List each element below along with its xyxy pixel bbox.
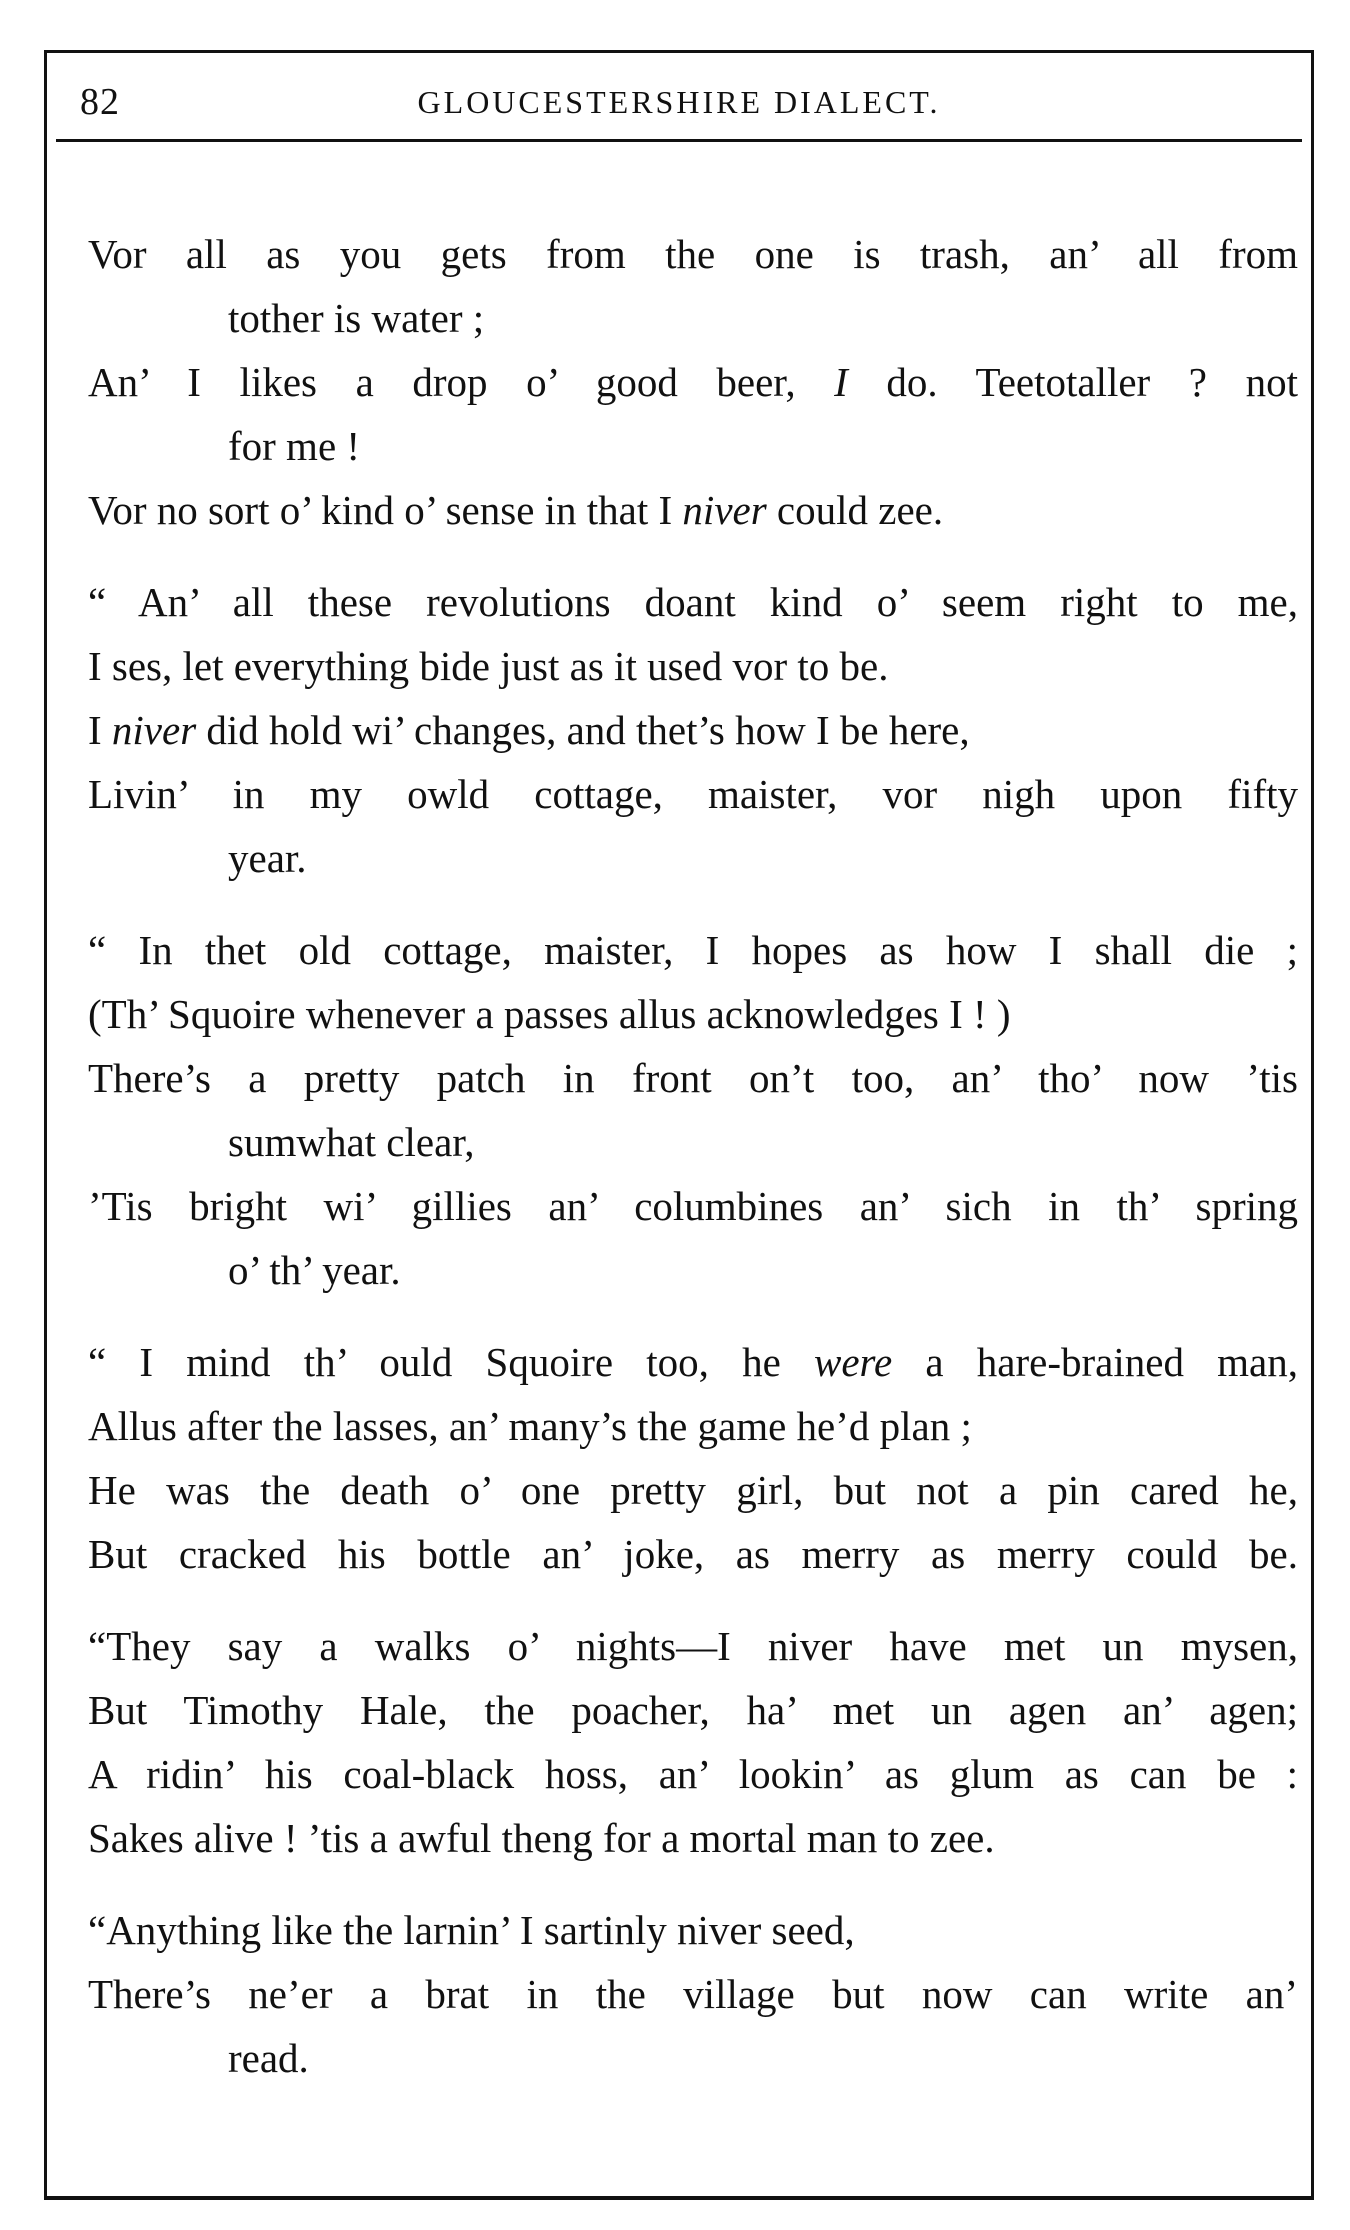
emphasized-word: niver <box>682 487 767 533</box>
poem-line <box>88 478 1298 542</box>
line-text: could zee. <box>766 487 944 533</box>
line-text: do. Teetotaller ? not <box>847 359 1298 405</box>
line-text: “ I mind th’ ould Squoire too, he <box>88 1339 815 1385</box>
line-text: Vor no sort o’ kind o’ sense in that I <box>88 487 683 533</box>
poem-line: “Anything like the larnin’ I sartinly niver seed, <box>88 1907 855 1953</box>
poem-line: Vor all as you gets from the one is trash, an’ all from <box>88 231 1298 277</box>
line-text: I <box>88 707 112 753</box>
emphasized-word: I <box>834 359 848 405</box>
poem-line: “ In thet old cottage, maister, I hopes as how I shall die ; <box>88 927 1298 973</box>
stanza <box>88 1898 1298 2090</box>
poem-line-continuation: year. <box>228 835 307 881</box>
poem-line: I ses, let everything bide just as it used vor to be. <box>88 643 889 689</box>
poem-line: He was the death o’ one pretty girl, but not a pin cared he, <box>88 1467 1298 1513</box>
line-text: did hold wi’ changes, and thet’s how I be here, <box>196 707 970 753</box>
poem-line: Allus after the lasses, an’ many’s the game he’d plan ; <box>88 1403 972 1449</box>
poem-line: Sakes alive ! ’tis a awful theng for a mortal man to zee. <box>88 1815 995 1861</box>
stanza <box>88 918 1298 1302</box>
poem-line: (Th’ Squoire whenever a passes allus acknowledges I ! ) <box>88 991 1011 1037</box>
poem-line: Livin’ in my owld cottage, maister, vor nigh upon fifty <box>88 771 1298 817</box>
poem-line <box>88 1330 1298 1394</box>
poem-line: But Timothy Hale, the poacher, ha’ met un agen an’ agen; <box>88 1687 1298 1733</box>
poem-line-continuation: o’ th’ year. <box>228 1247 401 1293</box>
poem-line: “ An’ all these revolutions doant kind o’ seem right to me, <box>88 579 1298 625</box>
poem-line: “They say a walks o’ nights—I niver have met un mysen, <box>88 1623 1298 1669</box>
poem-line-continuation: read. <box>228 2035 309 2081</box>
poem-line <box>88 350 1298 414</box>
line-text: An’ I likes a drop o’ good beer, <box>88 359 835 405</box>
poem-line <box>88 698 1298 762</box>
running-title: GLOUCESTERSHIRE DIALECT. <box>417 84 941 120</box>
line-text: a hare-brained man, <box>892 1339 1298 1385</box>
poem-line-continuation: tother is water ; <box>228 295 485 341</box>
poem-line-continuation: sumwhat clear, <box>228 1119 475 1165</box>
page-number: 82 <box>80 81 120 123</box>
stanza <box>88 1330 1298 1586</box>
stanza <box>88 1614 1298 1870</box>
poem-line: But cracked his bottle an’ joke, as merry as merry could be. <box>88 1531 1298 1577</box>
poem-line: A ridin’ his coal-black hoss, an’ lookin’ as glum as can be : <box>88 1751 1298 1797</box>
page-header <box>56 72 1302 142</box>
stanza <box>88 222 1298 542</box>
poem-line: There’s a pretty patch in front on’t too, an’ tho’ now ’tis <box>88 1055 1298 1101</box>
poem-body <box>88 222 1298 2118</box>
poem-line-continuation: for me ! <box>228 423 361 469</box>
emphasized-word: niver <box>111 707 197 753</box>
emphasized-word: were <box>814 1339 893 1385</box>
poem-line: ’Tis bright wi’ gillies an’ columbines an’ sich in th’ spring <box>88 1183 1298 1229</box>
poem-line: There’s ne’er a brat in the village but now can write an’ <box>88 1971 1298 2017</box>
stanza <box>88 570 1298 890</box>
